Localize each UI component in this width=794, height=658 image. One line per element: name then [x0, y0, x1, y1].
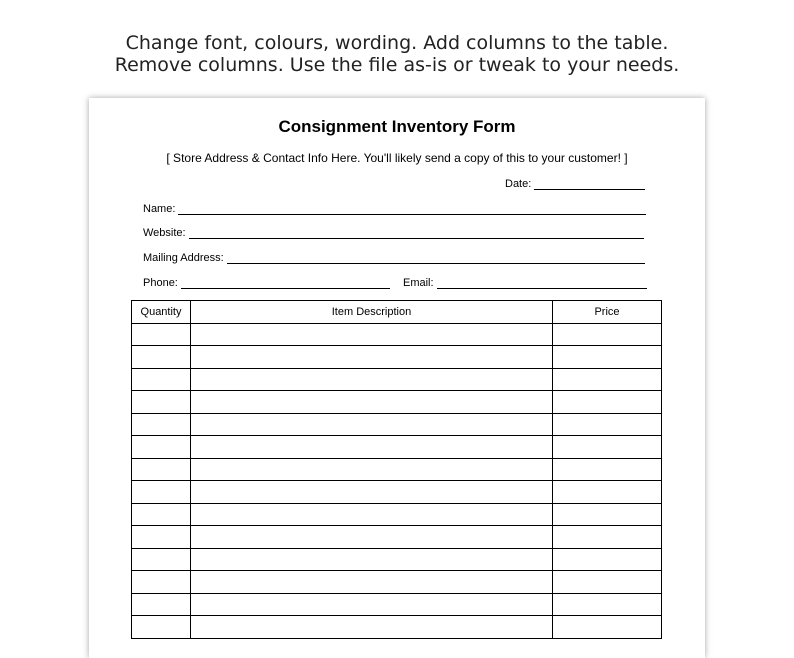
quantity-cell[interactable]: [132, 593, 191, 616]
quantity-cell[interactable]: [132, 571, 191, 594]
date-field[interactable]: [505, 177, 645, 190]
quantity-cell[interactable]: [132, 436, 191, 459]
item-description-cell[interactable]: [191, 391, 553, 414]
quantity-cell[interactable]: [132, 481, 191, 504]
price-cell[interactable]: [553, 413, 662, 436]
price-cell[interactable]: [553, 571, 662, 594]
item-description-cell[interactable]: [191, 436, 553, 459]
form-sheet: [89, 98, 705, 658]
price-cell[interactable]: [553, 548, 662, 571]
item-description-header: Item Description: [191, 301, 553, 324]
price-cell[interactable]: [553, 323, 662, 346]
date-label: Date:: [505, 178, 532, 190]
mailing-address-line[interactable]: [227, 251, 645, 264]
phone-label: Phone:: [143, 277, 178, 289]
mailing-address-label: Mailing Address:: [143, 252, 224, 264]
quantity-header: Quantity: [132, 301, 191, 324]
table-row: [132, 481, 662, 504]
quantity-cell[interactable]: [132, 323, 191, 346]
price-cell[interactable]: [553, 526, 662, 549]
quantity-cell[interactable]: [132, 458, 191, 481]
price-cell[interactable]: [553, 346, 662, 369]
inventory-table: [131, 300, 662, 639]
table-row: [132, 458, 662, 481]
name-label: Name:: [143, 203, 176, 215]
date-line[interactable]: [534, 177, 645, 190]
table-row: [132, 436, 662, 459]
table-row: [132, 571, 662, 594]
quantity-cell[interactable]: [132, 368, 191, 391]
website-line[interactable]: [189, 226, 644, 239]
quantity-cell[interactable]: [132, 503, 191, 526]
price-cell[interactable]: [553, 503, 662, 526]
caption-line-2: Remove columns. Use the file as-is or tweak to your needs.: [114, 54, 680, 76]
website-field[interactable]: [143, 226, 644, 239]
website-label: Website:: [143, 227, 186, 239]
email-field[interactable]: [403, 276, 647, 289]
price-cell[interactable]: [553, 391, 662, 414]
item-description-cell[interactable]: [191, 526, 553, 549]
item-description-cell[interactable]: [191, 571, 553, 594]
quantity-cell[interactable]: [132, 548, 191, 571]
item-description-cell[interactable]: [191, 368, 553, 391]
price-header: Price: [553, 301, 662, 324]
price-cell[interactable]: [553, 481, 662, 504]
table-row: [132, 526, 662, 549]
item-description-cell[interactable]: [191, 481, 553, 504]
table-row: [132, 593, 662, 616]
name-line[interactable]: [178, 202, 646, 215]
inventory-table-body: [132, 323, 662, 638]
quantity-cell[interactable]: [132, 413, 191, 436]
item-description-cell[interactable]: [191, 458, 553, 481]
table-row: [132, 323, 662, 346]
price-cell[interactable]: [553, 368, 662, 391]
item-description-cell[interactable]: [191, 548, 553, 571]
caption-line-1: Change font, colours, wording. Add columns to the table.: [125, 32, 669, 54]
table-row: [132, 391, 662, 414]
quantity-cell[interactable]: [132, 346, 191, 369]
form-title: Consignment Inventory Form: [278, 117, 516, 136]
item-description-cell[interactable]: [191, 593, 553, 616]
table-row: [132, 413, 662, 436]
item-description-cell[interactable]: [191, 503, 553, 526]
email-label: Email:: [403, 277, 434, 289]
item-description-cell[interactable]: [191, 413, 553, 436]
name-field[interactable]: [143, 202, 646, 215]
table-header-row: [132, 301, 662, 324]
price-cell[interactable]: [553, 458, 662, 481]
item-description-cell[interactable]: [191, 346, 553, 369]
table-row: [132, 503, 662, 526]
price-cell[interactable]: [553, 436, 662, 459]
table-row: [132, 346, 662, 369]
quantity-cell[interactable]: [132, 526, 191, 549]
price-cell[interactable]: [553, 593, 662, 616]
item-description-cell[interactable]: [191, 323, 553, 346]
email-line[interactable]: [437, 276, 647, 289]
phone-field[interactable]: [143, 276, 390, 289]
table-row: [132, 368, 662, 391]
promo-caption: [0, 32, 794, 76]
store-info-placeholder: [ Store Address & Contact Info Here. You'll likely send a copy of this to your customer! ]: [166, 151, 628, 165]
quantity-cell[interactable]: [132, 391, 191, 414]
phone-line[interactable]: [181, 276, 390, 289]
table-row: [132, 548, 662, 571]
mailing-address-field[interactable]: [143, 251, 645, 264]
